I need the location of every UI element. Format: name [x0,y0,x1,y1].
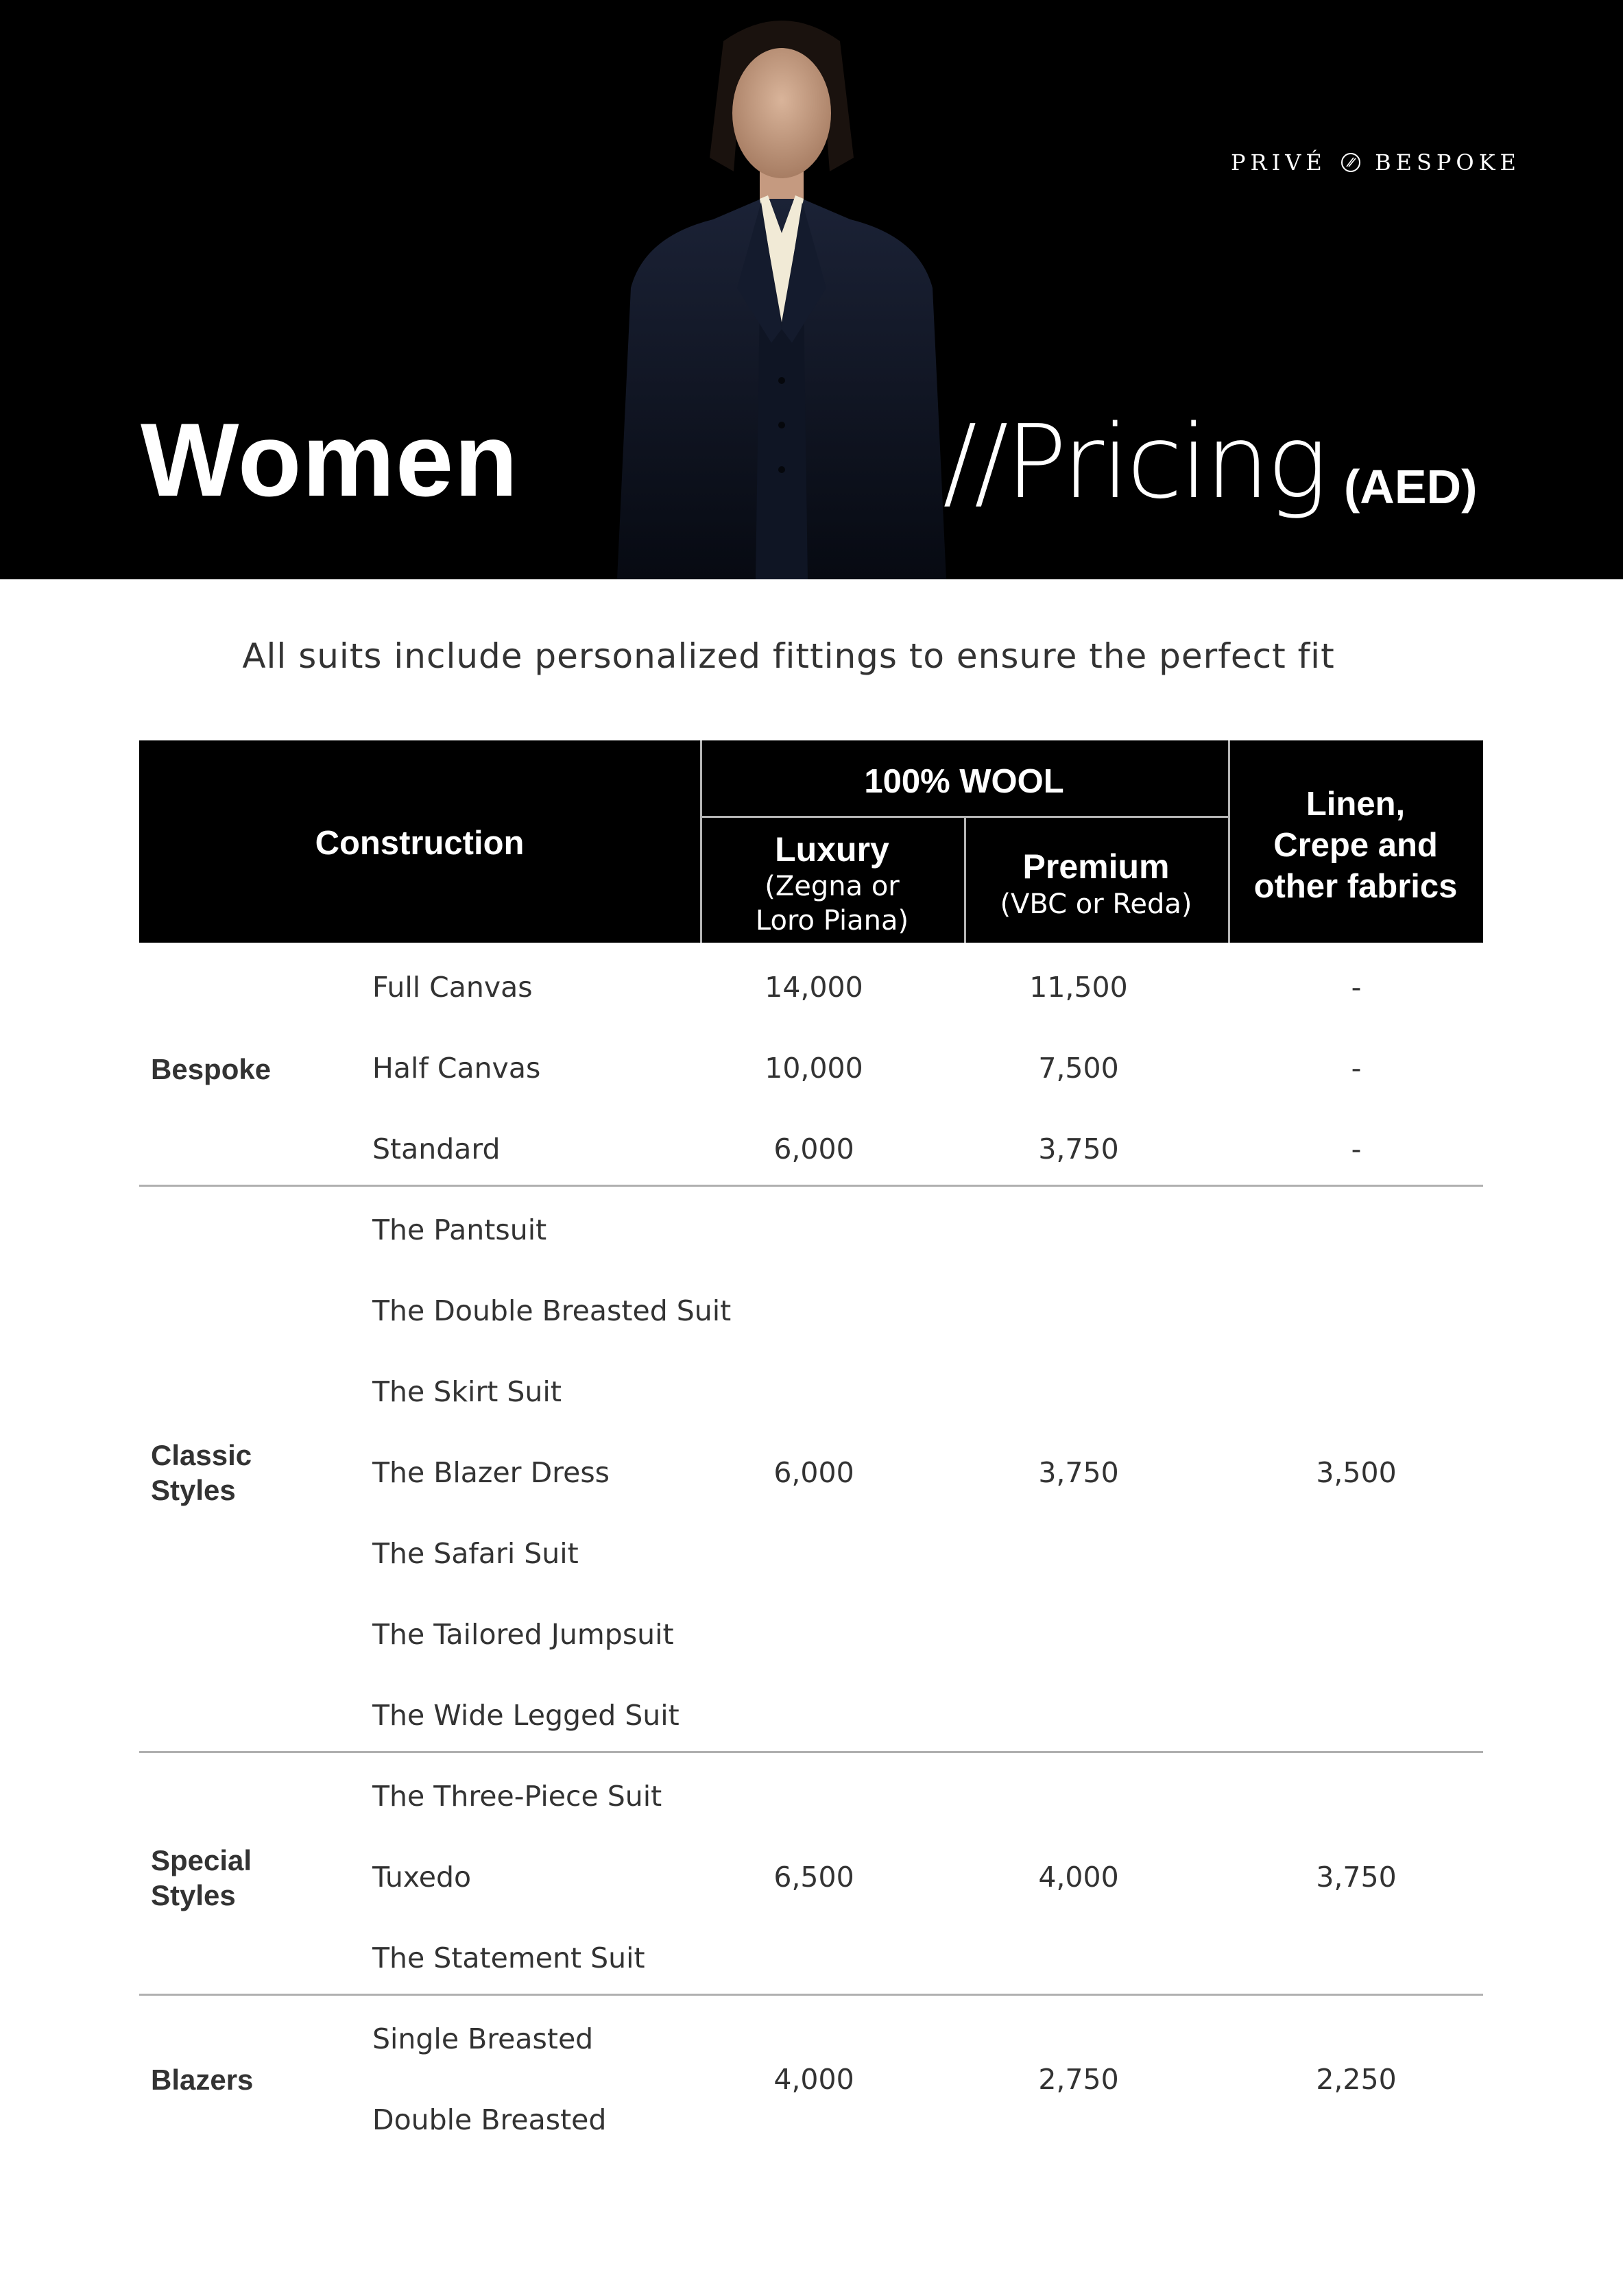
group-label-line: Styles [151,1879,236,1911]
table-header [139,740,1483,943]
price-other: 3,500 [1316,1456,1397,1489]
price-other: - [1351,1133,1362,1165]
style-item: The Double Breasted Suit [372,1294,732,1327]
brand-logo: PRIVÉ BESPOKE [1231,149,1521,176]
pricing-title: //Pricing [943,403,1325,521]
brand-monogram-icon [1340,152,1362,173]
model-portrait-image [590,0,974,579]
group-label-line: Styles [151,1474,236,1506]
style-item: The Wide Legged Suit [372,1699,680,1732]
group-divider [139,1185,1483,1187]
price-premium: 4,000 [1038,1861,1119,1894]
price-luxury: 14,000 [765,971,863,1004]
style-item: The Pantsuit [372,1213,547,1246]
group-label-classic-styles [151,1438,252,1508]
group-divider [139,1751,1483,1753]
row-name: Full Canvas [372,971,533,1004]
style-item: Double Breasted [372,2103,607,2136]
linen-header: other fabrics [1253,868,1458,905]
linen-header: Linen, [1306,786,1406,823]
style-item: The Skirt Suit [372,1375,562,1408]
price-other: 2,250 [1316,2063,1397,2096]
style-item: The Safari Suit [372,1537,579,1570]
style-item: The Three-Piece Suit [372,1780,662,1813]
price-luxury: 4,000 [773,2063,854,2096]
luxury-sub: (Zegna or [765,871,900,902]
group-label-line: Special [151,1844,252,1876]
group-label-bespoke: Bespoke [151,1053,272,1085]
price-luxury: 6,500 [773,1861,854,1894]
luxury-sub: Loro Piana) [755,905,909,936]
price-other: - [1351,1052,1362,1085]
linen-header: Crepe and [1273,827,1438,864]
style-item: The Tailored Jumpsuit [372,1618,674,1651]
group-label-special-styles [151,1843,252,1913]
price-other: 3,750 [1316,1861,1397,1894]
hero-banner [0,0,1623,579]
premium-header: Premium [1022,847,1170,886]
subtitle: All suits include personalized fittings to ensure the perfect fit [242,636,1335,676]
price-luxury: 6,000 [773,1133,854,1165]
price-premium: 2,750 [1038,2063,1119,2096]
group-label-line: Classic [151,1439,252,1471]
group-label-blazers: Blazers [151,2064,254,2096]
page-title: Women [141,402,519,518]
premium-sub: (VBC or Reda) [1000,889,1192,920]
group-divider [139,1994,1483,1996]
wool-header: 100% WOOL [864,763,1064,800]
construction-header: Construction [315,825,525,862]
style-item: The Blazer Dress [372,1456,610,1489]
price-premium: 11,500 [1029,971,1128,1004]
style-item: The Statement Suit [372,1942,645,1974]
luxury-header: Luxury [775,830,889,869]
row-name: Standard [372,1133,501,1165]
row-name: Half Canvas [372,1052,541,1085]
price-luxury: 6,000 [773,1456,854,1489]
price-premium: 3,750 [1038,1133,1119,1165]
style-item: Tuxedo [372,1861,472,1894]
currency-label: (AED) [1344,460,1478,513]
header-divider [700,816,1228,818]
style-item: Single Breasted [372,2022,594,2055]
price-premium: 7,500 [1038,1052,1119,1085]
price-premium: 3,750 [1038,1456,1119,1489]
price-luxury: 10,000 [765,1052,863,1085]
price-other: - [1351,971,1362,1004]
